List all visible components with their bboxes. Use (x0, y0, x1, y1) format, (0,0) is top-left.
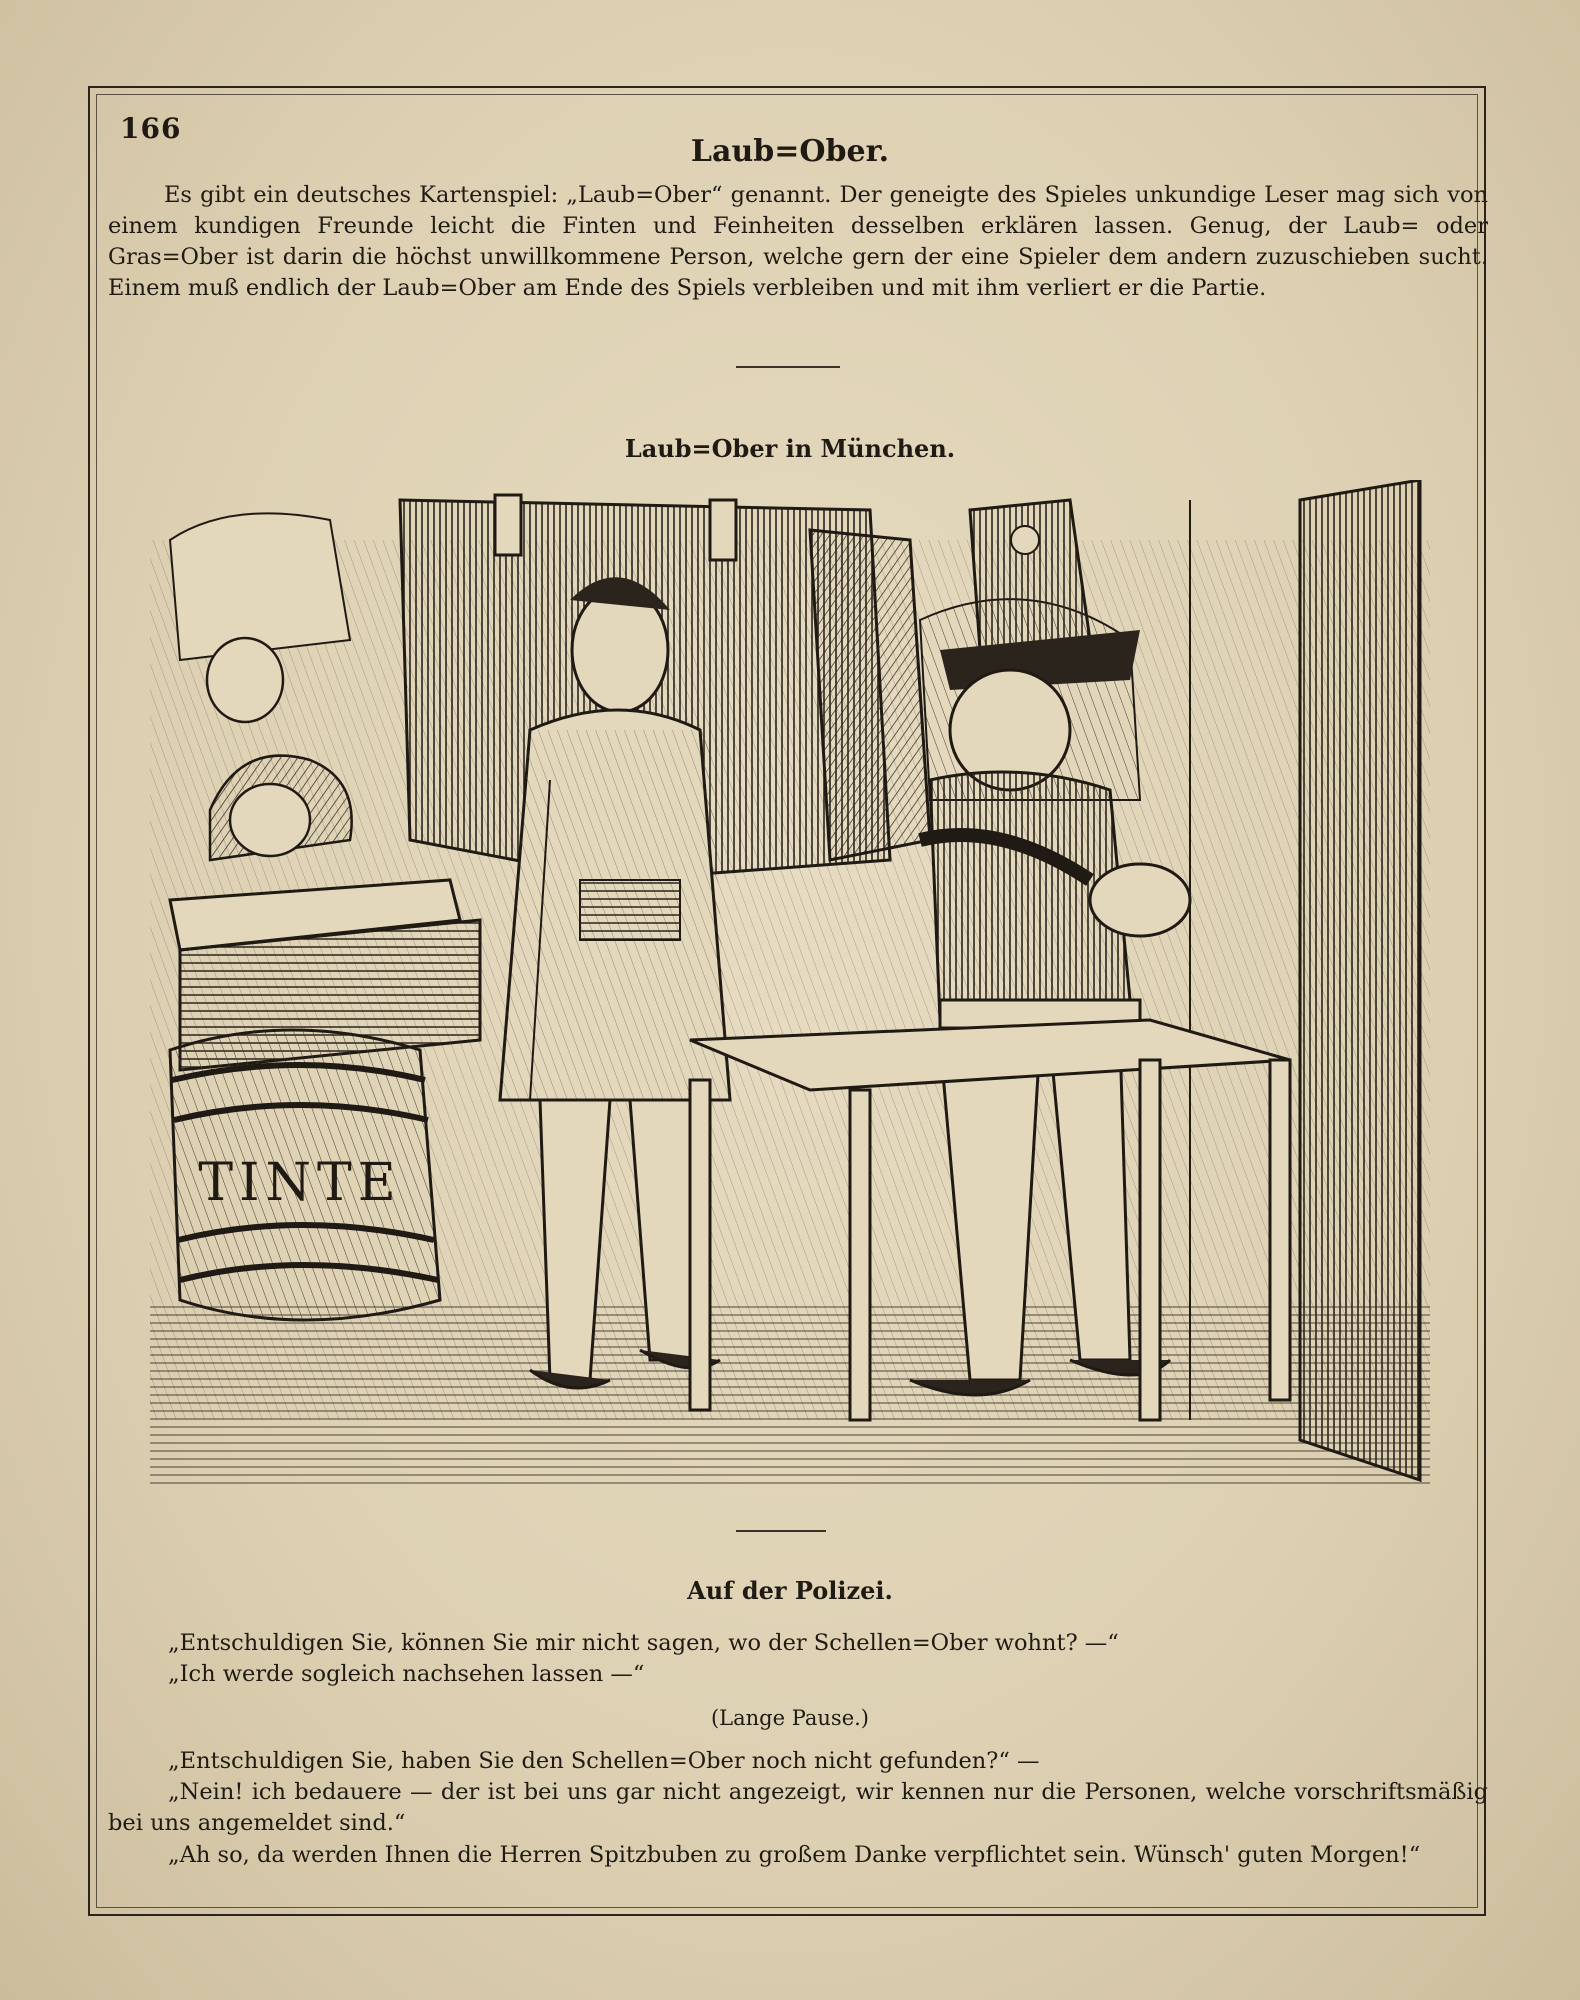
engraving-illustration (150, 480, 1430, 1490)
dialogue-line: „Entschuldigen Sie, haben Sie den Schellen=Ober noch nicht gefunden?“ — (168, 1748, 1040, 1774)
dialogue-line: „Ah so, da werden Ihnen die Herren Spitzbuben zu großem Danke verpflichtet sein. Wünsch' guten Morgen!“ (168, 1842, 1421, 1868)
section-title: Auf der Polizei. (687, 1576, 893, 1605)
dialogue-line: „Ich werde sogleich nachsehen lassen —“ (168, 1661, 645, 1687)
page-title: Laub=Ober. (690, 134, 890, 169)
dialogue-line: „Entschuldigen Sie, können Sie mir nicht sagen, wo der Schellen=Ober wohnt? —“ (168, 1630, 1119, 1656)
ink-barrel (170, 1030, 440, 1320)
dialogue-line: „Nein! ich bedauere — der ist bei uns gar nicht angezeigt, wir kennen nur die Personen, welche vorschriftsmäßig bei uns angemeldet sind.“ (108, 1779, 1488, 1836)
illustration-caption: Laub=Ober in München. (624, 434, 956, 463)
page-number: 166 (120, 112, 182, 145)
intro-paragraph: Es gibt ein deutsches Kartenspiel: „Laub=Ober“ genannt. Der geneigte des Spieles unkundige Leser mag sich von einem kundigen Freunde leicht die Finten und Feinheiten desselben erklären lassen. Genug, der Laub= oder Gras=Ober ist darin die höchst unwillkommene Person, welche gern der eine Spieler dem andern zuzuschieben sucht. Einem muß endlich der Laub=Ober am Ende des Spiels verbleiben und mit ihm verliert er die Partie. (108, 182, 1488, 301)
divider-rule (736, 366, 840, 368)
divider-rule (736, 1530, 826, 1532)
stage-direction: (Lange Pause.) (710, 1706, 870, 1730)
barrel-label: TINTE (198, 1153, 402, 1213)
